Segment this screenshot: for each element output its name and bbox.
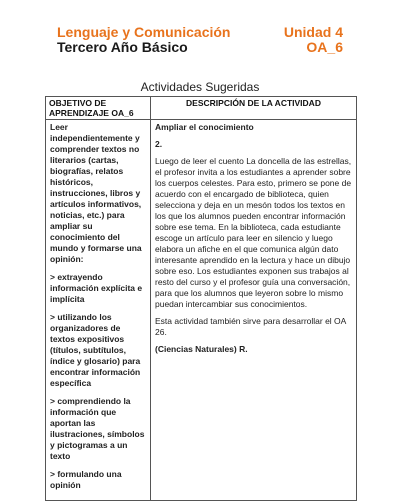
description-cell bbox=[151, 120, 357, 501]
objective-bullet: > formulando una opinión bbox=[50, 469, 122, 490]
objective-text: Leer independientemente y comprender textos no literarios (cartas, biografías, relatos históricos, instrucciones, libros y artículos informativos, noticias, etc.) para ampliar su conocimiento del mundo y formarse una opinión: bbox=[50, 122, 142, 264]
objective-cell bbox=[46, 120, 151, 501]
activity-body: Luego de leer el cuento La doncella de las estrellas, el profesor invita a los estudiantes a aprender sobre los cuerpos celestes. Para esto, primero se pone de acuerdo con el encargado de biblioteca, quien selecciona y deja en un mesón todos los textos en los que los alumnos pueden encontrar información sobre ese tema. En la biblioteca, cada estudiante escoge un artículo para leer en silencio y luego elabora un afiche en el que comunica algún dato interesante aprendido en la lectura y hace un dibujo sobre eso. Los estudiantes exponen sus trabajos al resto del curso y el profesor guía una conversación, para que los alumnos que leyeron sobre lo mismo puedan intercambiar sus conocimientos. bbox=[155, 156, 352, 309]
objective-bullet: > extrayendo información explícita e implícita bbox=[50, 272, 143, 304]
subject-title: Lenguaje y Comunicación bbox=[57, 24, 231, 40]
objective-bullet: > utilizando los organizadores de textos expositivos (títulos, subtítulos, índice y glosario) para encontrar información específica bbox=[50, 312, 141, 388]
objective-bullet: > comprendiendo la información que aportan las ilustraciones, símbolos y pictogramas a un texto bbox=[50, 396, 145, 461]
activities-table bbox=[45, 96, 357, 501]
section-title: Actividades Sugeridas bbox=[140, 80, 260, 94]
description-column-header: DESCRIPCIÓN DE LA ACTIVIDAD bbox=[151, 97, 357, 120]
oa-code: OA_6 bbox=[306, 39, 343, 55]
activity-note: Esta actividad también sirve para desarrollar el OA 26. bbox=[155, 316, 346, 337]
grade-label: Tercero Año Básico bbox=[57, 39, 188, 55]
unit-label: Unidad 4 bbox=[283, 24, 343, 40]
activity-title: Ampliar el conocimiento bbox=[155, 122, 254, 132]
activity-reference: (Ciencias Naturales) R. bbox=[155, 344, 248, 354]
activity-number: 2. bbox=[155, 139, 163, 149]
objective-column-header: OBJETIVO DE APRENDIZAJE OA_6 bbox=[46, 97, 151, 120]
table-header-row bbox=[46, 97, 357, 120]
table-row bbox=[46, 120, 357, 501]
